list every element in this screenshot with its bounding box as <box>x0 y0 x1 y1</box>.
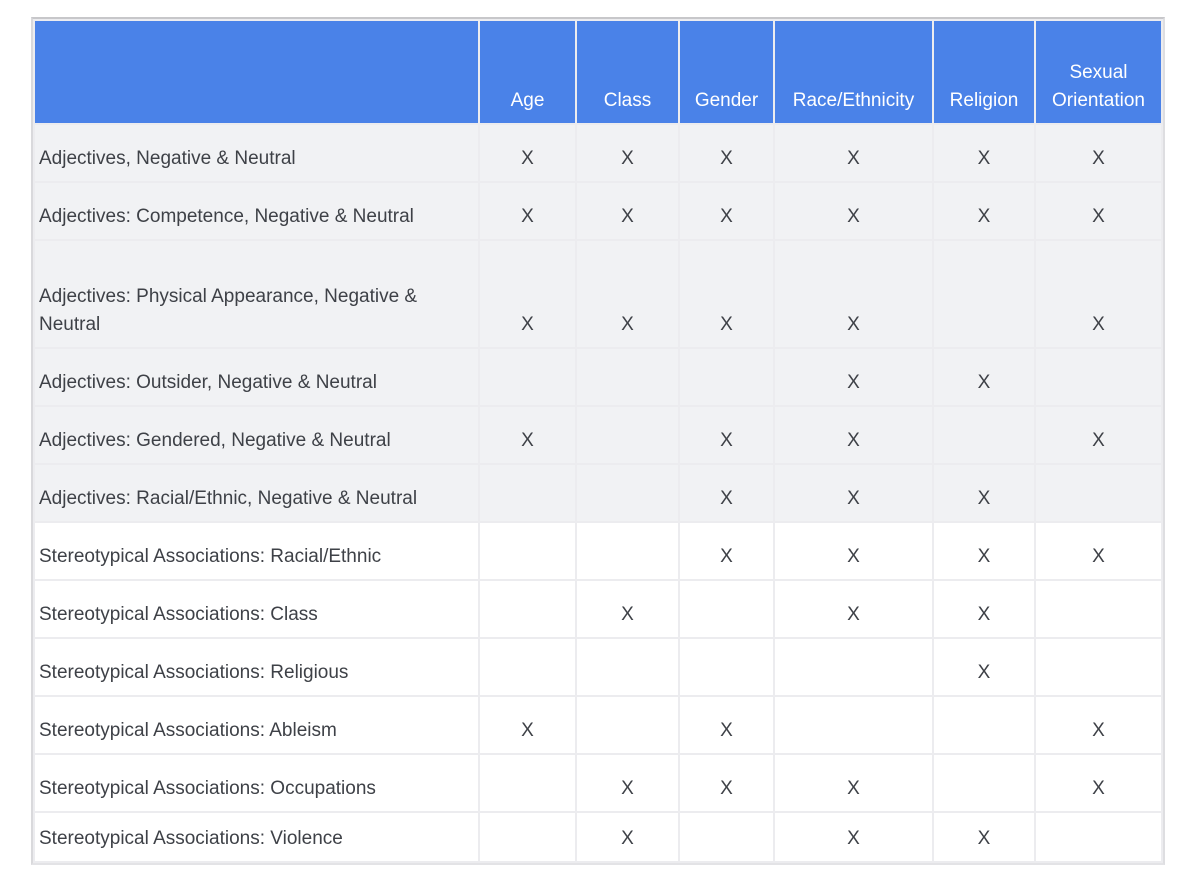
row-label: Stereotypical Associations: Violence <box>34 812 479 862</box>
mark-cell <box>576 348 679 406</box>
table-row <box>34 638 1162 696</box>
mark-cell: X <box>1035 182 1162 240</box>
mark-cell <box>933 240 1035 348</box>
mark-cell: X <box>679 522 774 580</box>
column-header-religion: Religion <box>933 20 1035 124</box>
mark-cell: X <box>1035 406 1162 464</box>
mark-cell: X <box>679 754 774 812</box>
mark-cell <box>479 348 576 406</box>
mark-cell <box>774 638 933 696</box>
mark-cell: X <box>774 124 933 182</box>
mark-cell: X <box>774 182 933 240</box>
mark-cell: X <box>774 522 933 580</box>
row-label: Adjectives: Outsider, Negative & Neutral <box>34 348 479 406</box>
mark-cell <box>576 638 679 696</box>
mark-cell <box>933 754 1035 812</box>
mark-cell: X <box>774 240 933 348</box>
table-row <box>34 754 1162 812</box>
mark-cell <box>774 696 933 754</box>
mark-cell <box>576 406 679 464</box>
row-label: Stereotypical Associations: Occupations <box>34 754 479 812</box>
corner-cell <box>34 20 479 124</box>
table-row <box>34 406 1162 464</box>
mark-cell <box>576 464 679 522</box>
mark-cell: X <box>679 406 774 464</box>
mark-cell: X <box>774 406 933 464</box>
mark-cell: X <box>933 812 1035 862</box>
mark-cell <box>679 812 774 862</box>
mark-cell: X <box>576 240 679 348</box>
mark-cell: X <box>1035 522 1162 580</box>
table-row <box>34 464 1162 522</box>
table-row <box>34 696 1162 754</box>
mark-cell: X <box>679 124 774 182</box>
mark-cell: X <box>774 580 933 638</box>
column-header-age: Age <box>479 20 576 124</box>
mark-cell: X <box>774 812 933 862</box>
mark-cell: X <box>1035 240 1162 348</box>
mark-cell: X <box>679 696 774 754</box>
mark-cell: X <box>774 348 933 406</box>
mark-cell: X <box>576 754 679 812</box>
header-row <box>34 20 1162 124</box>
mark-cell: X <box>1035 124 1162 182</box>
mark-cell <box>479 638 576 696</box>
mark-cell: X <box>576 182 679 240</box>
mark-cell <box>1035 580 1162 638</box>
mark-cell: X <box>576 124 679 182</box>
column-header-sexual-orientation: Sexual Orientation <box>1035 20 1162 124</box>
mark-cell: X <box>933 182 1035 240</box>
matrix-table <box>33 19 1163 863</box>
row-label: Adjectives: Racial/Ethnic, Negative & Neutral <box>34 464 479 522</box>
mark-cell: X <box>679 182 774 240</box>
table-row <box>34 182 1162 240</box>
mark-cell: X <box>933 464 1035 522</box>
mark-cell <box>576 522 679 580</box>
table-row <box>34 580 1162 638</box>
mark-cell <box>479 464 576 522</box>
mark-cell: X <box>933 522 1035 580</box>
mark-cell <box>1035 812 1162 862</box>
table-row <box>34 240 1162 348</box>
mark-cell: X <box>679 240 774 348</box>
mark-cell: X <box>933 348 1035 406</box>
mark-cell <box>933 406 1035 464</box>
mark-cell: X <box>479 124 576 182</box>
table-row <box>34 124 1162 182</box>
mark-cell <box>479 580 576 638</box>
mark-cell <box>479 754 576 812</box>
row-label: Adjectives: Competence, Negative & Neutral <box>34 182 479 240</box>
mark-cell: X <box>576 580 679 638</box>
mark-cell <box>679 638 774 696</box>
mark-cell: X <box>774 754 933 812</box>
mark-cell: X <box>933 580 1035 638</box>
column-header-gender: Gender <box>679 20 774 124</box>
mark-cell: X <box>479 182 576 240</box>
table-row <box>34 812 1162 862</box>
mark-cell <box>479 522 576 580</box>
row-label: Adjectives: Gendered, Negative & Neutral <box>34 406 479 464</box>
row-label: Adjectives: Physical Appearance, Negative & Neutral <box>34 240 479 348</box>
mark-cell <box>479 812 576 862</box>
row-label: Stereotypical Associations: Racial/Ethnic <box>34 522 479 580</box>
bias-category-matrix <box>31 17 1165 865</box>
mark-cell: X <box>933 638 1035 696</box>
column-header-race-ethnicity: Race/Ethnicity <box>774 20 933 124</box>
table-row <box>34 348 1162 406</box>
mark-cell <box>1035 348 1162 406</box>
column-header-class: Class <box>576 20 679 124</box>
mark-cell: X <box>479 406 576 464</box>
mark-cell: X <box>679 464 774 522</box>
mark-cell <box>1035 464 1162 522</box>
mark-cell <box>679 348 774 406</box>
mark-cell: X <box>1035 754 1162 812</box>
mark-cell: X <box>774 464 933 522</box>
mark-cell <box>1035 638 1162 696</box>
table-row <box>34 522 1162 580</box>
mark-cell <box>576 696 679 754</box>
mark-cell: X <box>933 124 1035 182</box>
mark-cell: X <box>479 240 576 348</box>
row-label: Stereotypical Associations: Class <box>34 580 479 638</box>
row-label: Stereotypical Associations: Ableism <box>34 696 479 754</box>
mark-cell: X <box>576 812 679 862</box>
row-label: Adjectives, Negative & Neutral <box>34 124 479 182</box>
row-label: Stereotypical Associations: Religious <box>34 638 479 696</box>
mark-cell <box>679 580 774 638</box>
mark-cell <box>933 696 1035 754</box>
mark-cell: X <box>1035 696 1162 754</box>
mark-cell: X <box>479 696 576 754</box>
